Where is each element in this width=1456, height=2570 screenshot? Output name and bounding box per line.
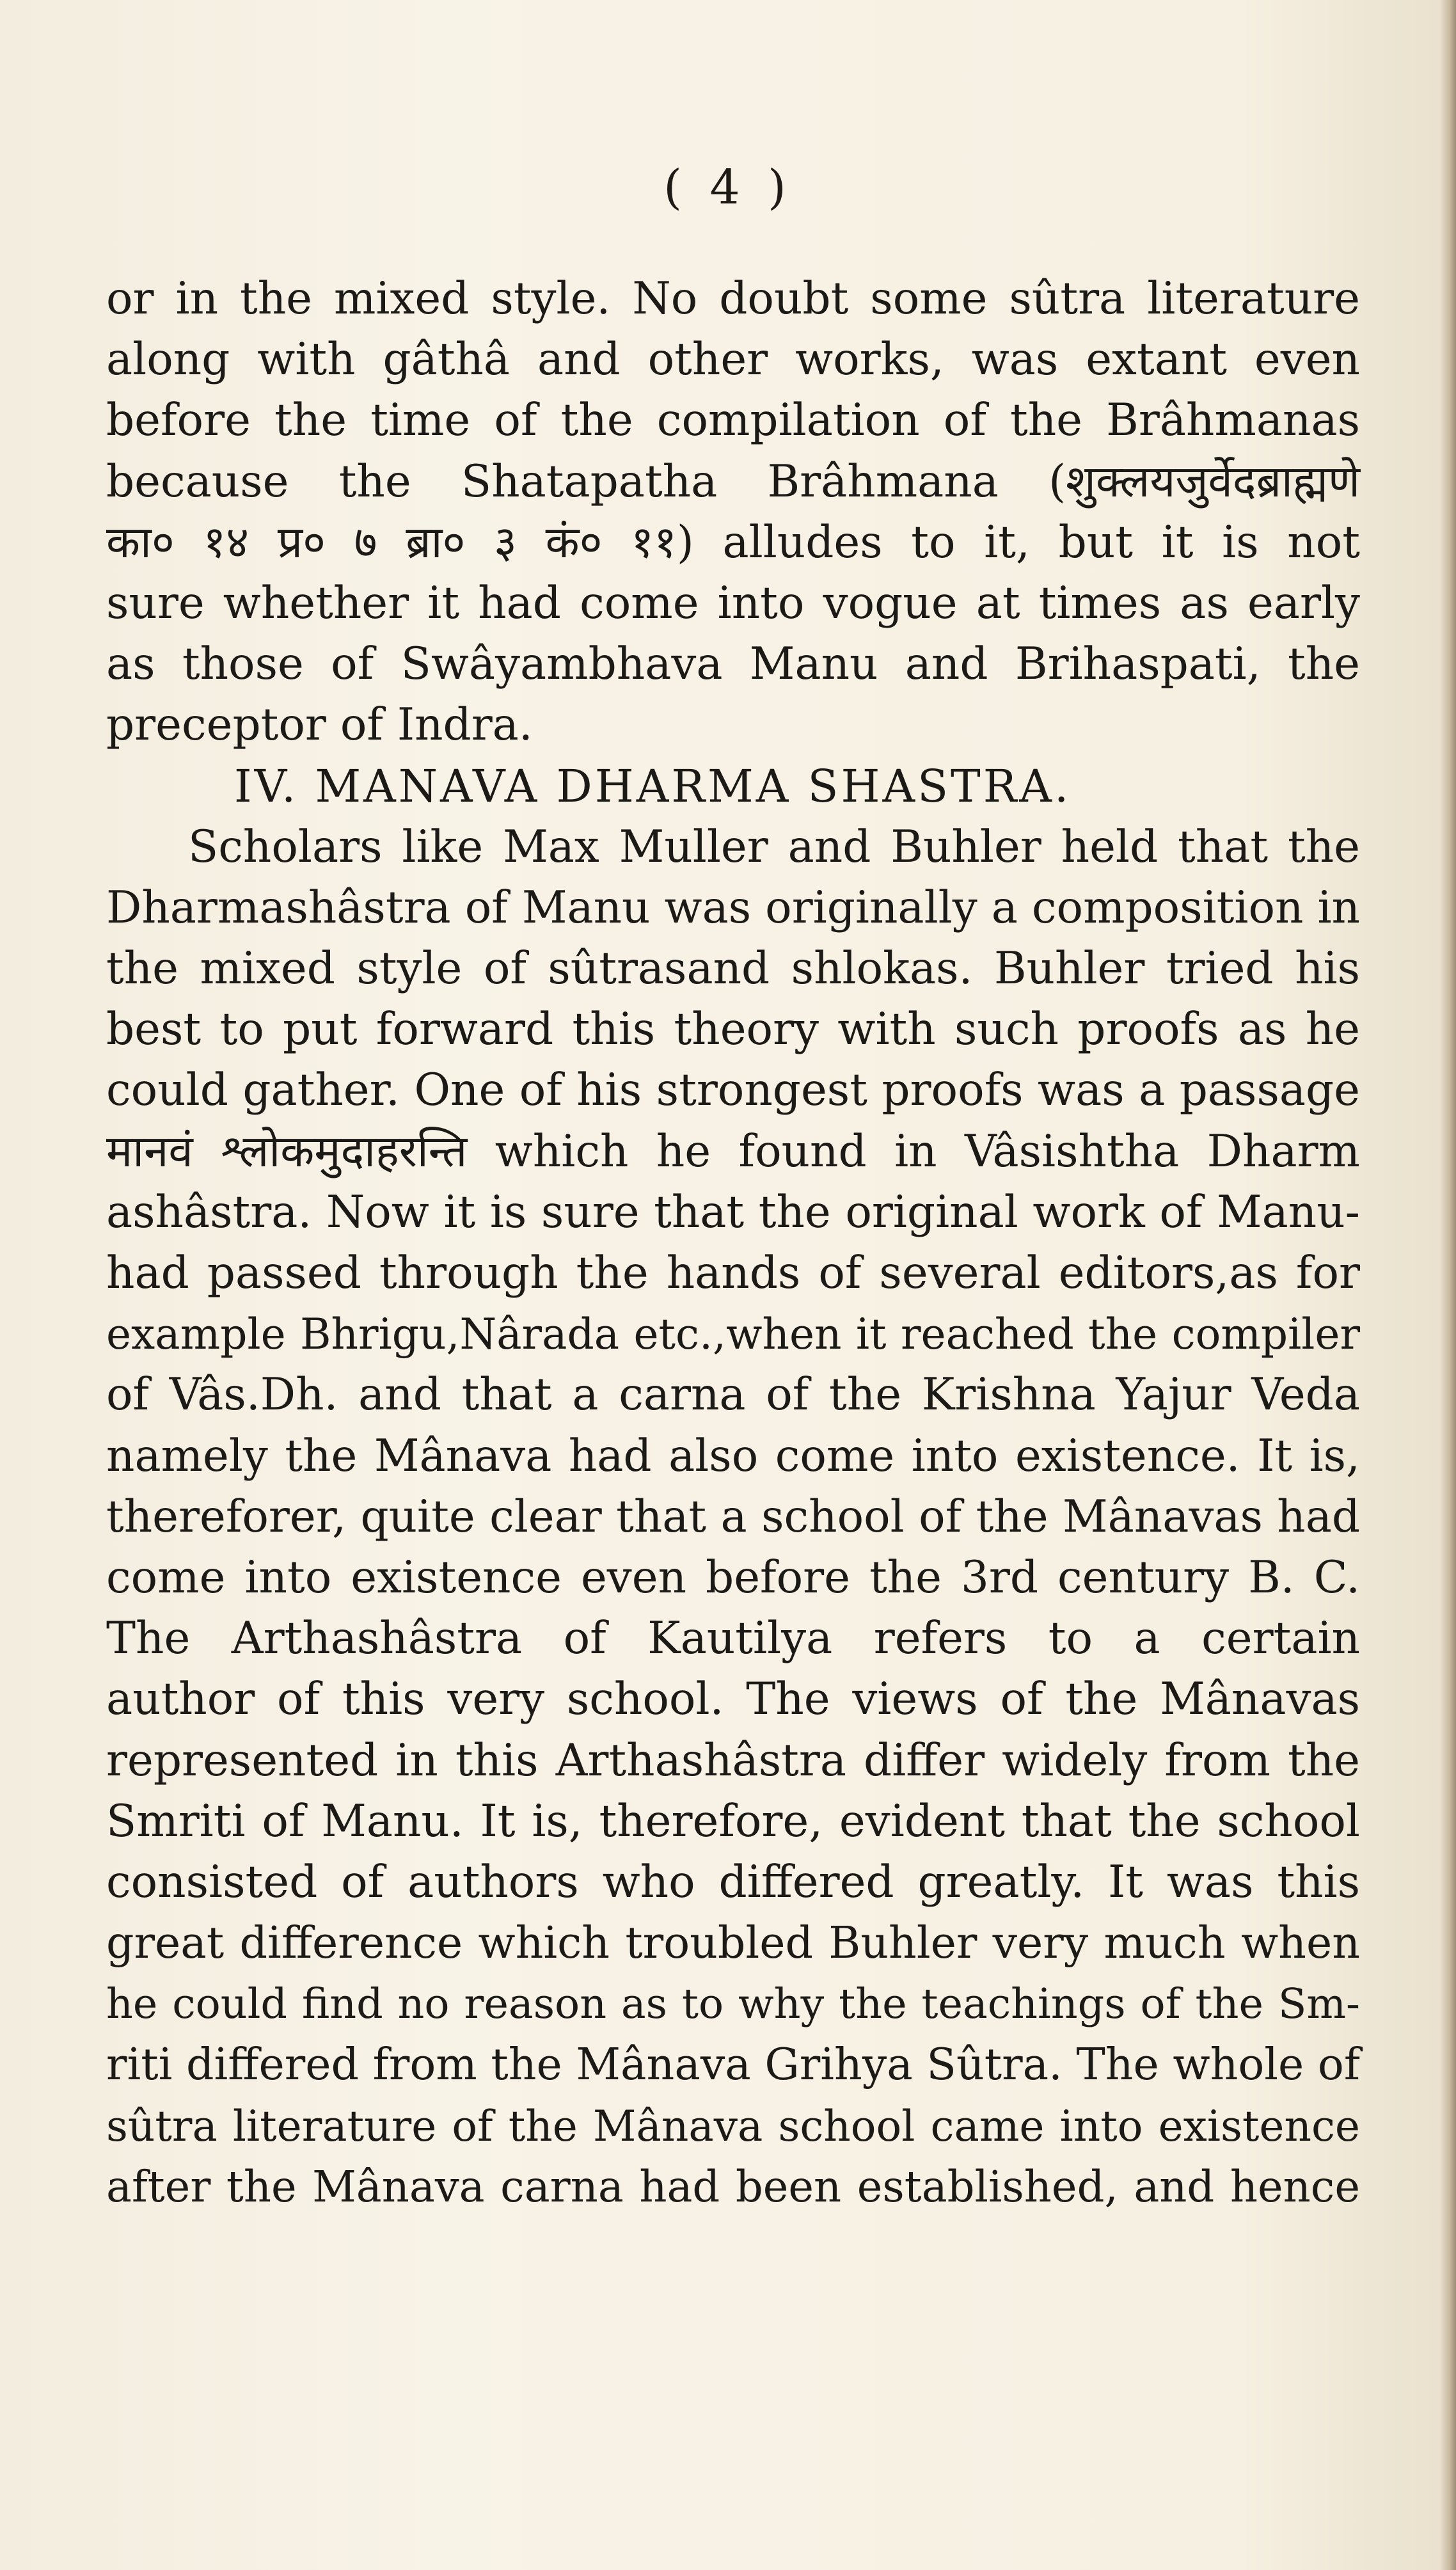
text-line: namely the Mânava had also come into existence. It is, (106, 1430, 1360, 1482)
text-line: The Arthashâstra of Kautilya refers to a certain (106, 1613, 1360, 1665)
text-line: sûtra literature of the Mânava school came into existence (106, 2101, 1360, 2151)
text-line: he could find no reason as to why the teachings of the Sm- (106, 1980, 1360, 2029)
text-line: come into existence even before the 3rd century B. C. (106, 1551, 1360, 1603)
text-line: thereforer, quite clear that a school of the Mânavas had (106, 1491, 1360, 1543)
text-line: because the Shatapatha Brâhmana (शुक्लयजुर्वेदब्राह्मणे (106, 456, 1360, 507)
body-text (106, 269, 1360, 2217)
text-line: as those of Swâyambhava Manu and Brihaspati, the (106, 639, 1360, 690)
text-line: example Bhrigu,Nârada etc.,when it reached the compiler (106, 1310, 1360, 1360)
section-heading: IV. MANAVA DHARMA SHASTRA. (234, 759, 1072, 813)
text-line: best to put forward this theory with such proofs as he (106, 1004, 1360, 1056)
text-line: preceptor of Indra. (106, 699, 533, 751)
text-line: ashâstra. Now it is sure that the original work of Manu- (106, 1186, 1360, 1238)
text-line: मानवं श्लोकमुदाहरन्ति which he found in Vâsishtha Dharm (106, 1125, 1360, 1177)
text-line: का० १४ प्र० ७ ब्रा० ३ कं० ११) alludes to it, but it is not (106, 516, 1360, 568)
text-line: the mixed style of sûtrasand shlokas. Buhler tried his (106, 943, 1360, 995)
text-line: Scholars like Max Muller and Buhler held that the (188, 821, 1360, 873)
text-line: before the time of the compilation of the Brâhmanas (106, 395, 1360, 447)
text-line: of Vâs.Dh. and that a carna of the Krishna Yajur Veda (106, 1369, 1360, 1421)
text-line: represented in this Arthashâstra differ widely from the (106, 1734, 1360, 1786)
text-line: sure whether it had come into vogue at times as early (106, 577, 1360, 629)
text-line: after the Mânava carna had been established, and hence (106, 2161, 1360, 2212)
text-line: along with gâthâ and other works, was extant even (106, 334, 1360, 386)
page-number: ( 4 ) (663, 160, 793, 215)
page-edge-shadow (1439, 0, 1456, 2570)
text-line: riti differed from the Mânava Grihya Sûtra. The whole of (106, 2040, 1361, 2091)
text-line: great difference which troubled Buhler very much when (106, 1918, 1360, 1969)
text-line: Smriti of Manu. It is, therefore, evident that the school (106, 1795, 1360, 1847)
text-line: consisted of authors who differed greatly. It was this (106, 1856, 1360, 1908)
text-line: Dharmashâstra of Manu was originally a composition in (106, 882, 1360, 933)
text-line: author of this very school. The views of the Mânavas (106, 1674, 1360, 1725)
text-line: could gather. One of his strongest proofs was a passage (106, 1065, 1360, 1116)
text-line: had passed through the hands of several editors,as for (106, 1248, 1360, 1299)
text-line: or in the mixed style. No doubt some sûtra literature (106, 273, 1360, 324)
